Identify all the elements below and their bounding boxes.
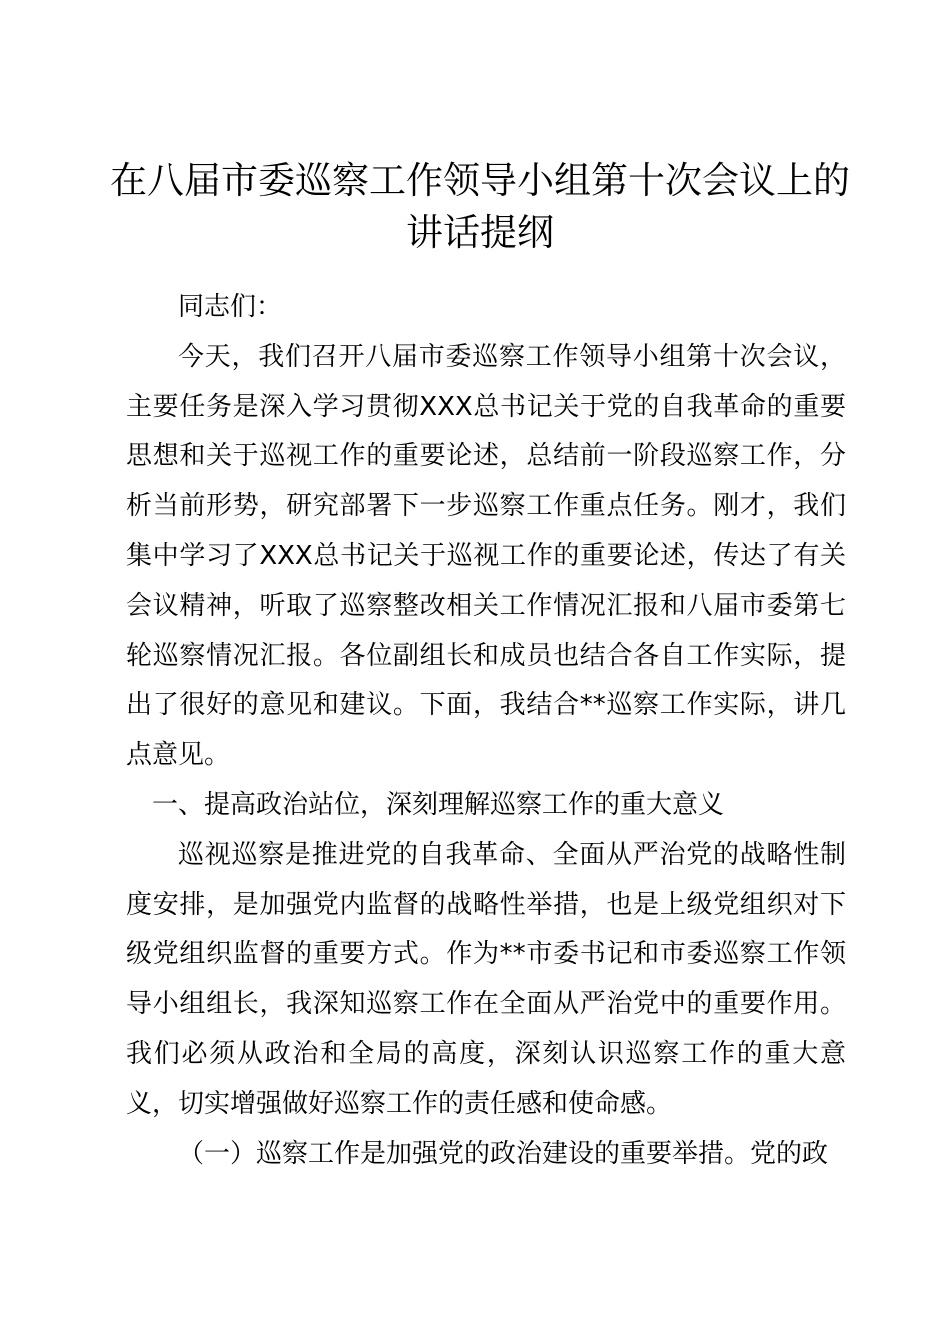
subsection-1-paragraph: （一）巡察工作是加强党的政治建设的重要举措。党的政 (178, 1138, 829, 1169)
salutation: 同志们： (178, 292, 283, 322)
document-title (100, 155, 860, 259)
title-line-1: 在八届市委巡察工作领导小组第十次会议上的 (110, 159, 850, 202)
title-line-2: 讲话提纲 (406, 211, 554, 254)
opening-paragraph: 今天，我们召开八届市委巡察工作领导小组第十次会议，主要任务是深入学习贯彻XXX总书记关于党的自我革命的重要思想和关于巡视工作的重要论述，总结前一阶段巡察工作，分析当前形势，研究部署下一步巡察工作重点任务。刚才，我们集中学习了XXX总书记关于巡视工作的重要论述，传达了有关会议精神，听取了巡察整改相关工作情况汇报和八届市委第七轮巡察情况汇报。各位副组长和成员也结合各自工作实际，提出了很好的意见和建议。下面，我结合**巡察工作实际，讲几点意见。 (126, 341, 846, 771)
section-1-heading: 一、提高政治站位，深刻理解巡察工作的重大意义 (152, 789, 725, 820)
document-body (126, 283, 846, 1179)
section-1-paragraph: 巡视巡察是推进党的自我革命、全面从严治党的战略性制度安排，是加强党内监督的战略性举措，也是上级党组织对下级党组织监督的重要方式。作为**市委书记和市委巡察工作领导小组组长，我深知巡察工作在全面从严治党中的重要作用。我们必须从政治和全局的高度，深刻认识巡察工作的重大意义，切实增强做好巡察工作的责任感和使命感。 (126, 839, 846, 1119)
